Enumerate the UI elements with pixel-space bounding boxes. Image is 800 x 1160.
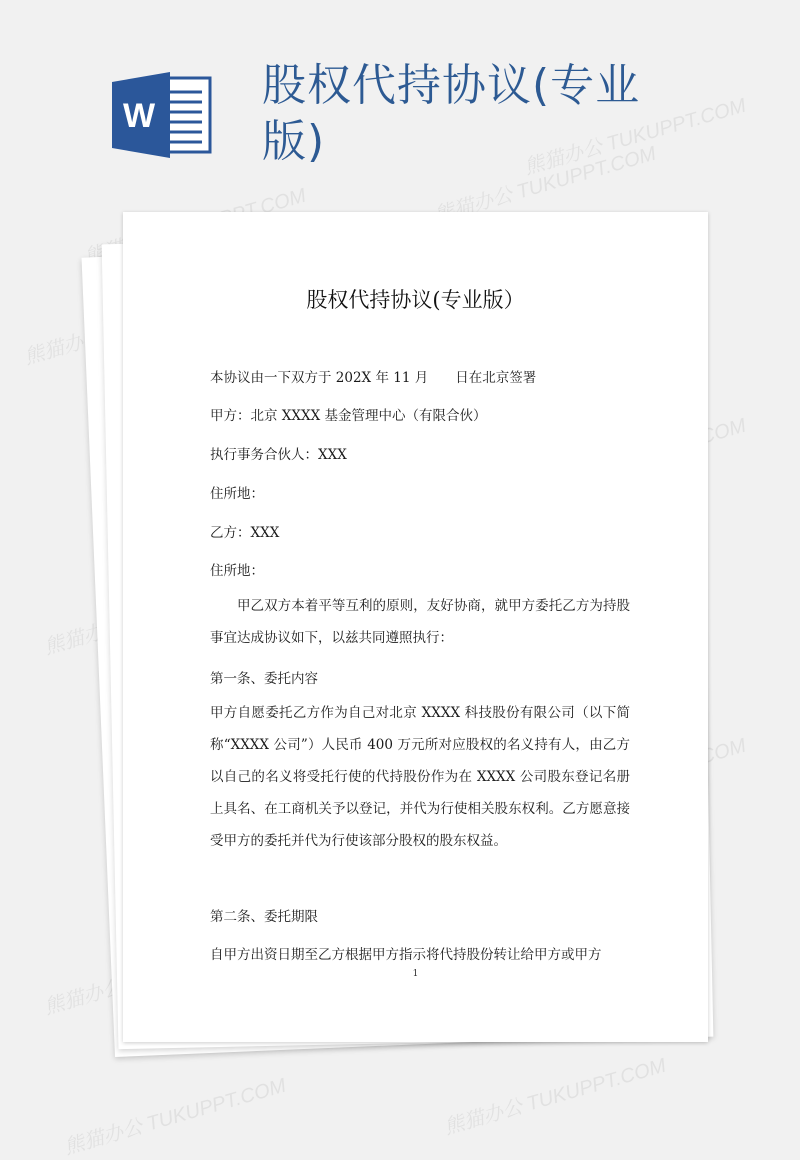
article2-heading: 第二条、委托期限	[210, 909, 318, 925]
article1-heading: 第一条、委托内容	[210, 671, 318, 687]
watermark: 熊猫办公	[42, 615, 126, 660]
watermark: 熊猫办公 TUKUPPT.COM	[62, 1074, 289, 1160]
partner-line: 执行事务合伙人：XXX	[210, 447, 347, 463]
watermark: 熊猫办公 TUKUPPT.COM	[442, 1054, 669, 1140]
party-a-line: 甲方：北京 XXXX 基金管理中心（有限合伙）	[210, 408, 487, 424]
watermark: 熊猫办公	[42, 975, 126, 1020]
word-logo-letter: W	[122, 97, 156, 135]
document-page	[123, 212, 708, 1042]
article1-body: 甲方自愿委托乙方作为自己对北京 XXXX 科技股份有限公司（以下简称“XXXX 公司”）人民币 400 万元所对应股权的名义持有人，由乙方以自己的名义将受托行使的代持股份作为在 XXXX 公司股东登记名册上具名、在工商机关予以登记，并代为行使相关股东权利。乙方愿意接受甲方的委托并代为行使该部分股权的股东权益。	[210, 705, 630, 849]
watermark: 熊猫办公	[22, 325, 106, 370]
watermark: 熊猫办公 TUKUPPT.COM	[432, 142, 659, 228]
header-title: 股权代持协议(专业版)	[262, 60, 641, 167]
signing-line: 本协议由一下双方于 202X 年 11 月 日在北京签署	[210, 370, 537, 386]
page-number: 1	[412, 969, 419, 979]
article2-body: 自甲方出资日期至乙方根据甲方指示将代持股份转让给甲方或甲方	[210, 947, 602, 963]
word-logo-icon	[112, 72, 212, 158]
address-b-line: 住所地：	[210, 563, 264, 579]
address-a-line: 住所地：	[210, 486, 264, 502]
watermark: 熊猫办公 TUKUPPT.COM	[522, 94, 749, 180]
document-title: 股权代持协议(专业版）	[306, 288, 525, 312]
party-b-line: 乙方：XXX	[210, 525, 280, 541]
intro-paragraph: 甲乙双方本着平等互利的原则，友好协商，就甲方委托乙方为持股事宜达成协议如下，以兹共同遵照执行：	[210, 598, 630, 646]
